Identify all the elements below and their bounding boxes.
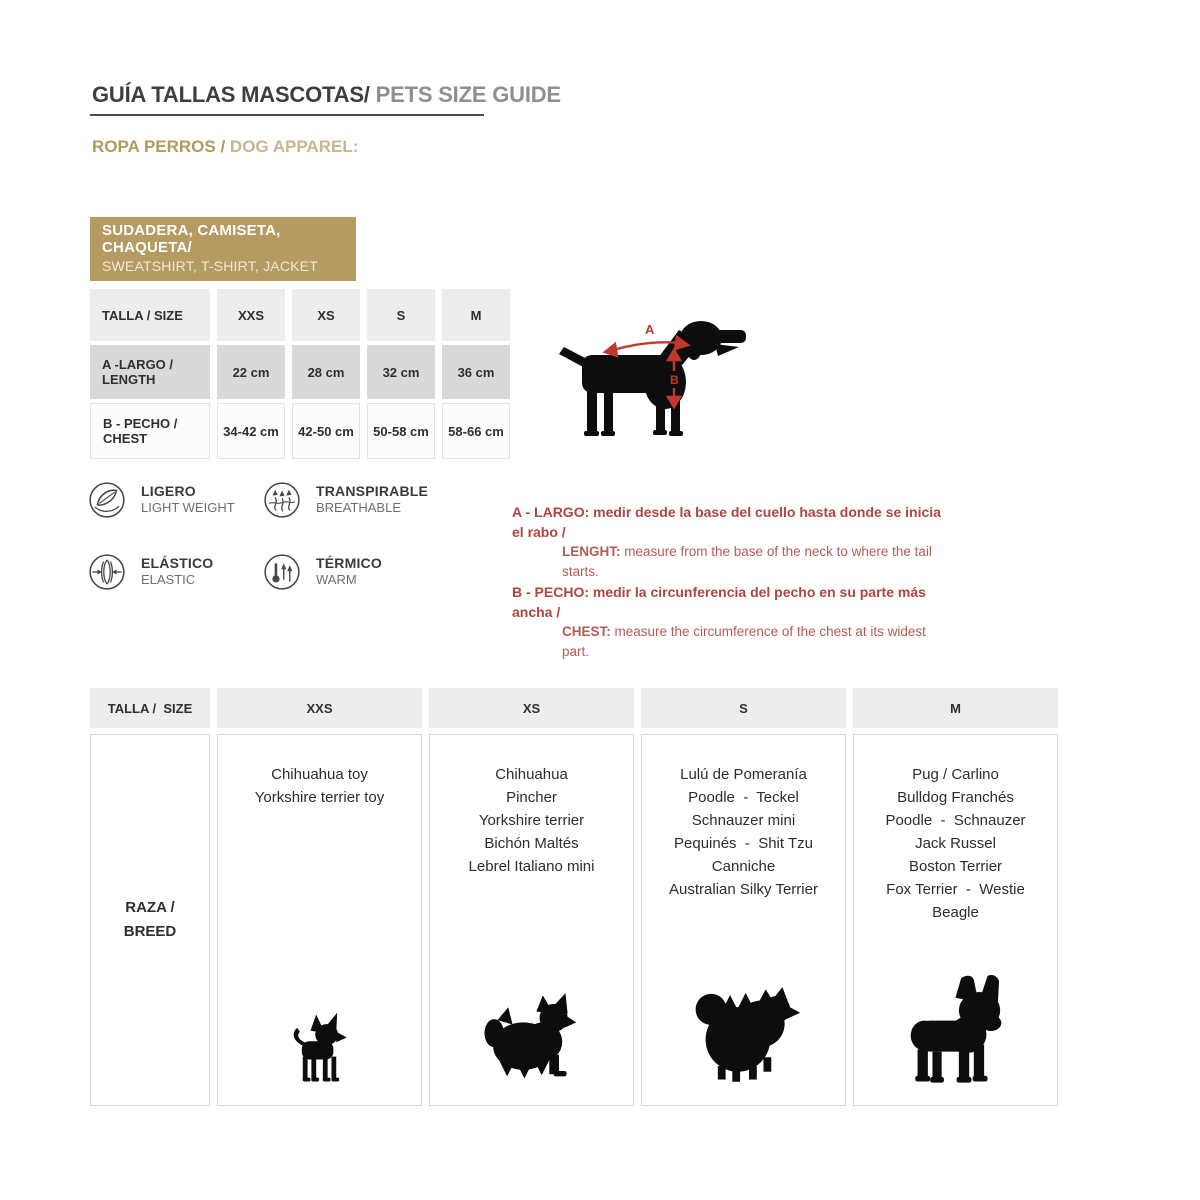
size-table-header-talla: TALLA / SIZE xyxy=(90,289,210,341)
breed-item: Beagle xyxy=(932,904,979,921)
breed-item: Boston Terrier xyxy=(908,858,1003,875)
chest-value-m: 58-66 cm xyxy=(442,403,510,459)
breed-item: Yorkshire terrier toy xyxy=(254,789,385,806)
breed-item: Australian Silky Terrier xyxy=(669,881,818,898)
breed-item: Bulldog Franchés xyxy=(897,789,1014,806)
feature-name-en: LIGHT WEIGHT xyxy=(141,500,235,515)
subtitle-en: DOG APPAREL: xyxy=(229,137,359,156)
note-b-es xyxy=(512,582,952,622)
arrow-label-b: B xyxy=(670,373,679,387)
feature-name-es: TRANSPIRABLE xyxy=(316,483,429,499)
size-table-header-xs: XS xyxy=(292,289,360,341)
note-a-label-es: A - LARGO: xyxy=(512,504,594,520)
breed-item: Chihuahua toy xyxy=(271,766,368,783)
note-a-es xyxy=(512,502,952,542)
breed-item: Bichón Maltés xyxy=(484,835,579,852)
breed-row-label-es: RAZA / xyxy=(125,899,175,916)
breed-table xyxy=(90,688,1058,1106)
breed-cell-xs xyxy=(429,734,634,1106)
page-title-en: PETS SIZE GUIDE xyxy=(369,82,561,107)
feature-lightweight xyxy=(88,481,263,553)
feather-lightweight-icon xyxy=(88,481,126,519)
note-b-label-es: B - PECHO: xyxy=(512,584,593,600)
breed-header-xs: XS xyxy=(429,688,634,728)
page-title-es: GUÍA TALLAS MASCOTAS/ xyxy=(92,82,370,107)
breed-item: Pug / Carlino xyxy=(912,766,999,783)
feature-name-en: BREATHABLE xyxy=(316,500,402,515)
measuring-diagram xyxy=(553,298,768,455)
banner-line-es: SUDADERA, CAMISETA, CHAQUETA/ xyxy=(102,222,281,256)
feature-name-en: WARM xyxy=(316,572,357,587)
breed-header-xxs: XXS xyxy=(217,688,422,728)
feature-elastic xyxy=(88,553,263,625)
breed-item: Schnauzer mini xyxy=(691,812,796,829)
breed-item: Fox Terrier - Westie xyxy=(886,881,1025,898)
breed-item: Chihuahua xyxy=(495,766,568,783)
page-title xyxy=(92,82,561,108)
section-subtitle xyxy=(92,137,358,157)
note-b-text-es: medir la circunferencia del pecho en su parte más ancha / xyxy=(512,584,926,620)
breed-item: Canniche xyxy=(711,858,776,875)
note-a-text-en: measure from the base of the neck to where the tail starts. xyxy=(562,544,932,579)
chihuahua-silhouette-icon xyxy=(277,1005,363,1091)
breed-cell-s xyxy=(641,734,846,1106)
breed-item: Poodle - Schnauzer xyxy=(885,812,1026,829)
breed-row-label-en: BREED xyxy=(123,923,177,940)
breed-item: Lulú de Pomeranía xyxy=(680,766,807,783)
length-row-label: A -LARGO / LENGTH xyxy=(90,345,210,399)
breed-item: Lebrel Italiano mini xyxy=(468,858,595,875)
french-bulldog-silhouette-icon xyxy=(890,973,1022,1089)
length-value-xs: 28 cm xyxy=(292,345,360,399)
feature-name-es: TÉRMICO xyxy=(316,555,382,571)
length-value-s: 32 cm xyxy=(367,345,435,399)
breed-list-s xyxy=(669,763,818,901)
breed-list-xs xyxy=(469,763,595,878)
breathable-airflow-icon xyxy=(263,481,301,519)
feature-name-es: LIGERO xyxy=(141,483,196,499)
feature-name-es: ELÁSTICO xyxy=(141,555,214,571)
length-value-xxs: 22 cm xyxy=(217,345,285,399)
size-table-header-s: S xyxy=(367,289,435,341)
title-underline xyxy=(90,114,484,116)
arrow-label-a: A xyxy=(645,322,655,337)
breed-table-header xyxy=(90,688,1058,728)
breed-row-label xyxy=(90,734,210,1106)
labrador-measuring-silhouette-icon xyxy=(553,298,768,450)
banner-line-en: SWEATSHIRT, T-SHIRT, JACKET xyxy=(102,258,318,274)
subtitle-es: ROPA PERROS / xyxy=(92,137,230,156)
breed-cell-xxs xyxy=(217,734,422,1106)
breed-item: Pincher xyxy=(506,789,557,806)
breed-header-m: M xyxy=(853,688,1058,728)
breed-header-talla: TALLA / SIZE xyxy=(90,688,210,728)
chest-value-xxs: 34-42 cm xyxy=(217,403,285,459)
breed-item: Poodle - Teckel xyxy=(688,789,799,806)
note-a-label-en: LENGHT: xyxy=(562,544,625,559)
pomeranian-silhouette-icon xyxy=(680,977,808,1083)
size-table-header-xxs: XXS xyxy=(217,289,285,341)
breed-item: Pequinés - Shit Tzu xyxy=(674,835,813,852)
long-haired-chihuahua-silhouette-icon xyxy=(478,991,586,1085)
measuring-notes xyxy=(512,502,952,662)
garment-type-banner xyxy=(90,217,356,281)
chest-row-label: B - PECHO / CHEST xyxy=(90,403,210,459)
feature-breathable xyxy=(263,481,493,553)
size-table-header-m: M xyxy=(442,289,510,341)
elastic-stretch-icon xyxy=(88,553,126,591)
note-a-en xyxy=(512,542,952,582)
feature-name-en: ELASTIC xyxy=(141,572,196,587)
chest-value-xs: 42-50 cm xyxy=(292,403,360,459)
chest-value-s: 50-58 cm xyxy=(367,403,435,459)
size-table xyxy=(90,289,510,459)
breed-cell-m xyxy=(853,734,1058,1106)
breed-table-body xyxy=(90,734,1058,1106)
length-value-m: 36 cm xyxy=(442,345,510,399)
breed-item: Yorkshire terrier xyxy=(478,812,585,829)
breed-header-s: S xyxy=(641,688,846,728)
breed-list-m xyxy=(885,763,1025,924)
fabric-features xyxy=(88,481,493,625)
note-b-text-en: measure the circumference of the chest at its widest part. xyxy=(562,624,926,659)
note-b-label-en: CHEST: xyxy=(562,624,615,639)
feature-warm xyxy=(263,553,493,625)
breed-item: Jack Russel xyxy=(915,835,996,852)
note-a-text-es: medir desde la base del cuello hasta donde se inicia el rabo / xyxy=(512,504,941,540)
breed-list-xxs xyxy=(255,763,385,809)
note-b-en xyxy=(512,622,952,662)
thermometer-warm-icon xyxy=(263,553,301,591)
